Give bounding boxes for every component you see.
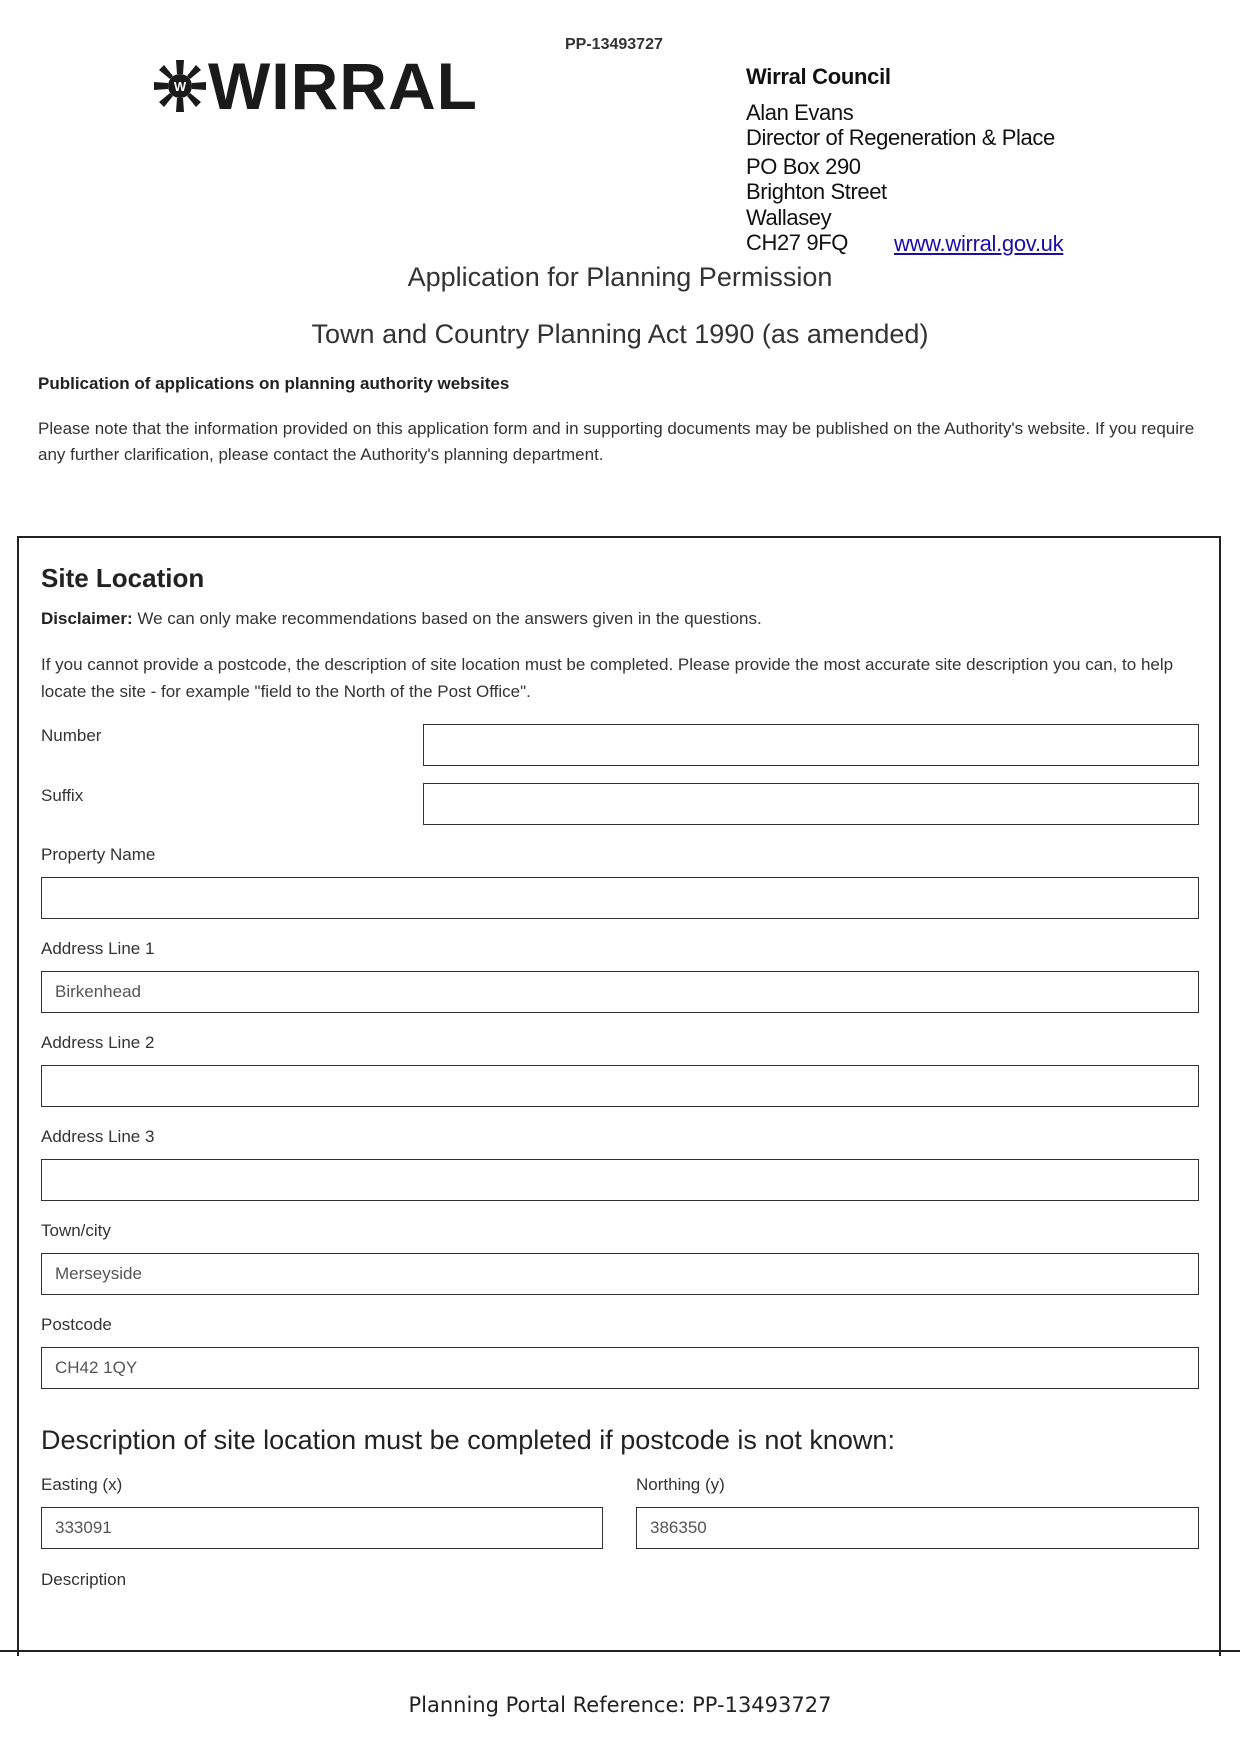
address-po-box: PO Box 290 bbox=[746, 153, 861, 179]
suffix-field[interactable] bbox=[423, 783, 1199, 825]
number-label: Number bbox=[41, 726, 102, 745]
suffix-label: Suffix bbox=[41, 786, 84, 805]
postcode-note: If you cannot provide a postcode, the description of site location must be completed. Please provide the most accurate site description you can, to help locate the site - for example "field to the North of the Post Office". bbox=[41, 655, 1174, 701]
town-city-label: Town/city bbox=[41, 1221, 111, 1240]
council-name: Wirral Council bbox=[746, 64, 891, 89]
address-street: Brighton Street bbox=[746, 179, 887, 204]
address-line-3-field[interactable] bbox=[41, 1159, 1199, 1201]
contact-name: Alan Evans bbox=[746, 99, 854, 125]
property-name-label: Property Name bbox=[41, 845, 156, 864]
address-line-2-label: Address Line 2 bbox=[41, 1033, 155, 1052]
footer-reference: Planning Portal Reference: PP-13493727 bbox=[408, 1693, 832, 1717]
contact-title: Director of Regeneration & Place bbox=[746, 125, 1055, 150]
description-heading: Description of site location must be completed if postcode is not known: bbox=[41, 1425, 895, 1455]
disclaimer-label: Disclaimer: bbox=[41, 609, 133, 628]
wirral-emblem-icon bbox=[152, 58, 208, 114]
disclaimer bbox=[41, 609, 762, 629]
publication-heading: Publication of applications on planning authority websites bbox=[38, 374, 510, 393]
address-postcode: CH27 9FQ bbox=[746, 230, 848, 255]
reference-number-top: PP-13493727 bbox=[565, 36, 663, 53]
footer-divider bbox=[0, 1650, 1240, 1652]
address-town: Wallasey bbox=[746, 204, 832, 230]
svg-text:W: W bbox=[173, 79, 187, 94]
easting-field[interactable]: 333091 bbox=[41, 1507, 603, 1549]
description-label: Description bbox=[41, 1570, 127, 1589]
publication-text: Please note that the information provided on this application form and in supporting documents may be published on the Authority's website. If you require any further clarification, please contact the Authority's planning department. bbox=[38, 419, 1195, 464]
address-line-2-field[interactable] bbox=[41, 1065, 1199, 1107]
postcode-label: Postcode bbox=[41, 1315, 112, 1334]
council-website-link[interactable]: www.wirral.gov.uk bbox=[894, 231, 1064, 256]
council-address-block bbox=[746, 64, 1166, 256]
number-field[interactable] bbox=[423, 724, 1199, 766]
disclaimer-text: We can only make recommendations based on the answers given in the questions. bbox=[132, 609, 762, 628]
northing-field[interactable]: 386350 bbox=[636, 1507, 1199, 1549]
address-line-1-label: Address Line 1 bbox=[41, 939, 155, 958]
postcode-field[interactable]: CH42 1QY bbox=[41, 1347, 1199, 1389]
page-title: Application for Planning Permission bbox=[407, 262, 833, 292]
site-location-heading: Site Location bbox=[41, 563, 205, 593]
logo-wordmark: WIRRAL bbox=[208, 49, 478, 123]
easting-label: Easting (x) bbox=[41, 1475, 123, 1494]
town-city-field[interactable]: Merseyside bbox=[41, 1253, 1199, 1295]
page-subtitle: Town and Country Planning Act 1990 (as amended) bbox=[311, 319, 929, 349]
address-line-1-field[interactable]: Birkenhead bbox=[41, 971, 1199, 1013]
northing-label: Northing (y) bbox=[636, 1475, 725, 1494]
property-name-field[interactable] bbox=[41, 877, 1199, 919]
wirral-logo bbox=[152, 49, 487, 123]
address-line-3-label: Address Line 3 bbox=[41, 1127, 155, 1146]
